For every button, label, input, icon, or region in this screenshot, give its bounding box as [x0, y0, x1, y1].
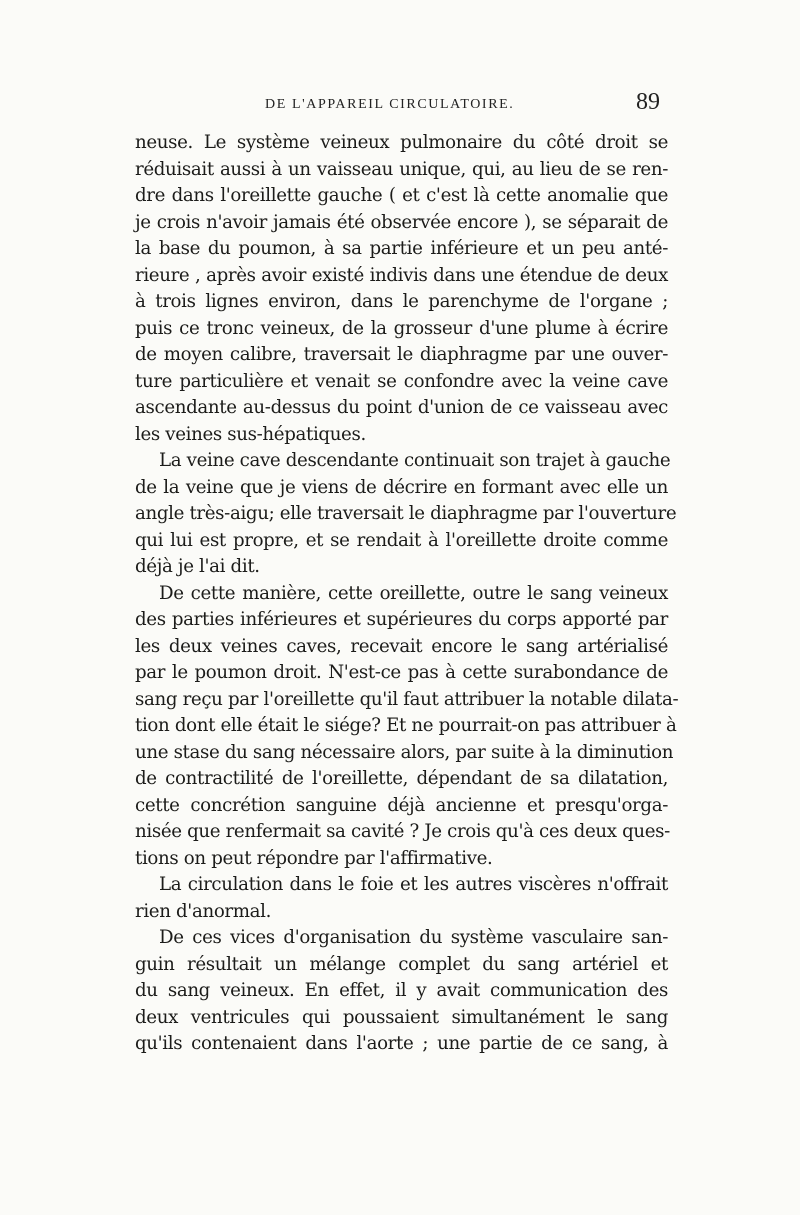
text-line: De ces vices d'organisation du système vasculaire san-	[159, 927, 668, 948]
body-text	[135, 130, 679, 1058]
text-line: tions on peut répondre par l'affirmative.	[135, 847, 493, 869]
text-line: guin résultait un mélange complet du sang artériel et	[135, 953, 668, 975]
text-line: rien d'anormal.	[135, 900, 272, 922]
text-line: sang reçu par l'oreillette qu'il faut attribuer la notable dilata-	[135, 688, 679, 710]
text-line: les deux veines caves, recevait encore le sang artérialisé	[135, 635, 668, 657]
text-line: à trois lignes environ, dans le parenchyme de l'organe ;	[135, 291, 668, 312]
text-line: déjà je l'ai dit.	[135, 556, 260, 577]
text-line: qui lui est propre, et se rendait à l'oreillette droite comme	[135, 529, 668, 551]
text-line: ture particulière et venait se confondre avec la veine cave	[135, 370, 668, 392]
text-line: De cette manière, cette oreillette, outre le sang veineux	[159, 582, 668, 604]
running-head: DE L'APPAREIL CIRCULATOIRE.	[265, 97, 515, 112]
text-line: de contractilité de l'oreillette, dépendant de sa dilatation,	[135, 768, 668, 789]
text-line: La veine cave descendante continuait son trajet à gauche	[159, 450, 671, 471]
text-line: la base du poumon, à sa partie inférieure et un peu anté-	[135, 238, 668, 259]
text-line: deux ventricules qui poussaient simultanément le sang	[135, 1006, 668, 1028]
text-line: tion dont elle était le siége? Et ne pourrait-on pas attribuer à	[135, 715, 677, 736]
text-line: de moyen calibre, traversait le diaphragme par une ouver-	[135, 344, 668, 365]
text-line: cette concrétion sanguine déjà ancienne et presqu'orga-	[135, 794, 668, 816]
text-line: La circulation dans le foie et les autres viscères n'offrait	[159, 874, 668, 895]
page-number: 89	[636, 89, 660, 115]
text-line: angle très-aigu; elle traversait le diaphragme par l'ouverture	[135, 503, 677, 524]
text-line: neuse. Le système veineux pulmonaire du côté droit se	[135, 132, 668, 153]
text-line: qu'ils contenaient dans l'aorte ; une partie de ce sang, à	[135, 1033, 668, 1054]
text-line: du sang veineux. En effet, il y avait communication des	[135, 980, 668, 1001]
text-line: je crois n'avoir jamais été observée encore ), se séparait de	[135, 211, 668, 233]
text-line: réduisait aussi à un vaisseau unique, qui, au lieu de se ren-	[135, 158, 668, 180]
text-line: nisée que renfermait sa cavité ? Je crois qu'à ces deux ques-	[135, 821, 670, 842]
text-line: puis ce tronc veineux, de la grosseur d'une plume à écrire	[135, 317, 668, 339]
text-line: des parties inférieures et supérieures du corps apporté par	[135, 609, 668, 630]
text-line: de la veine que je viens de décrire en formant avec elle un	[135, 476, 668, 498]
text-line: ascendante au-dessus du point d'union de ce vaisseau avec	[135, 397, 668, 418]
text-line: une stase du sang nécessaire alors, par suite à la diminution	[135, 741, 674, 763]
text-line: par le poumon droit. N'est-ce pas à cette surabondance de	[135, 662, 668, 683]
text-line: les veines sus-hépatiques.	[135, 423, 366, 445]
text-line: dre dans l'oreillette gauche ( et c'est là cette anomalie que	[135, 185, 668, 206]
text-line: rieure , après avoir existé indivis dans une étendue de deux	[135, 264, 668, 286]
